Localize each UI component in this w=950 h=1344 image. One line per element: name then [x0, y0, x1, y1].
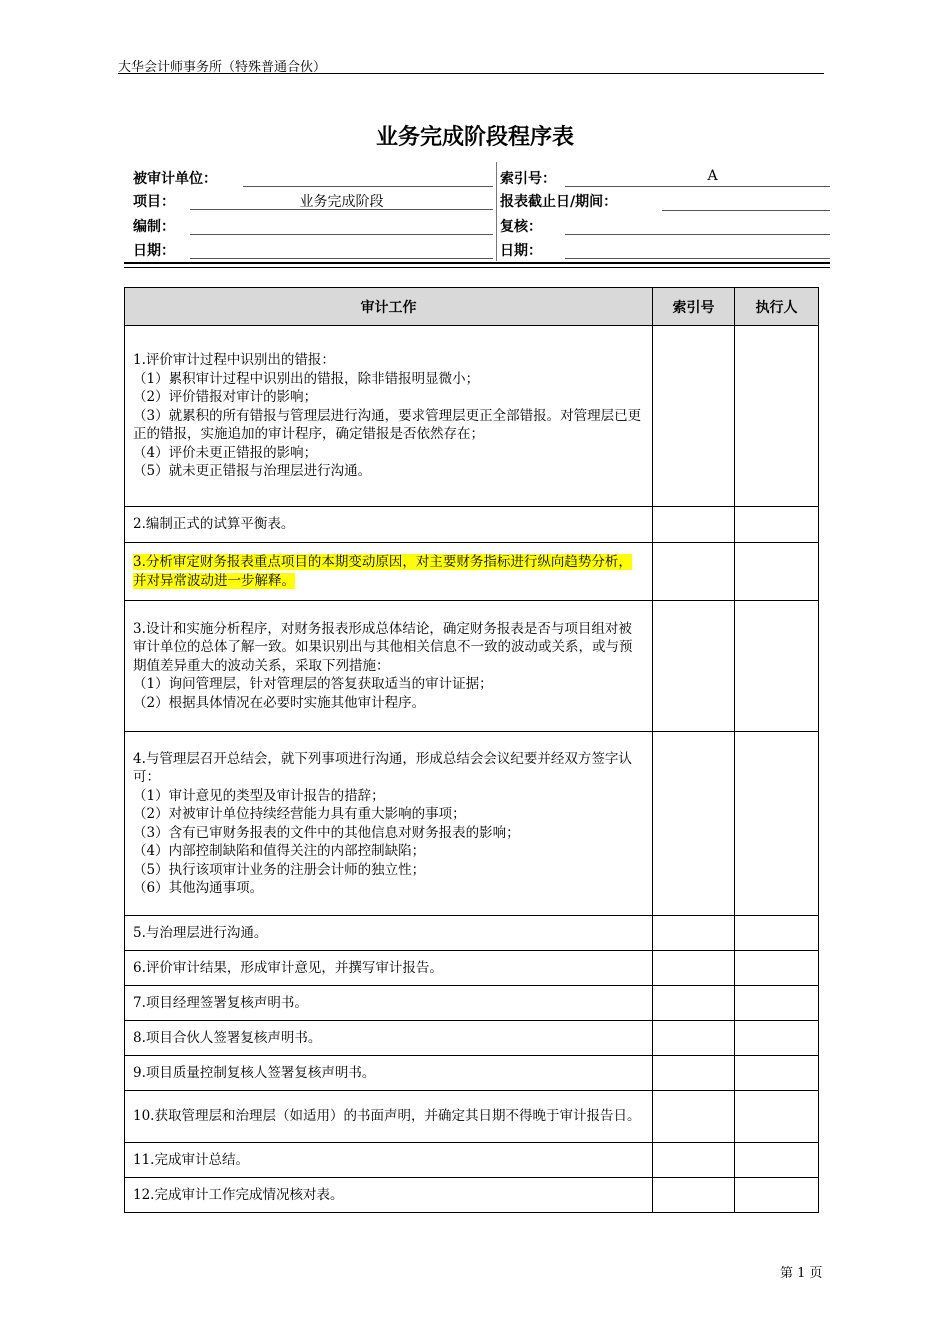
index-cell[interactable] [653, 732, 735, 916]
work-item-line: 3.设计和实施分析程序，对财务报表形成总体结论，确定财务报表是否与项目组对被审计单位的总体了解一致。如果识别出与其他相关信息不一致的波动或关系，或与预期值差异重大的波动关系，采取下列措施： [133, 620, 633, 674]
work-item-line: 12.完成审计工作完成情况核对表。 [133, 1186, 344, 1203]
work-item-cell [125, 1091, 653, 1143]
reviewed-label: 复核： [500, 219, 542, 235]
table-row [125, 326, 819, 507]
table-row [125, 916, 819, 951]
page-title: 业务完成阶段程序表 [375, 125, 574, 150]
work-item-cell [125, 1056, 653, 1091]
period-label: 报表截止日/期间： [500, 194, 618, 210]
firm-name: 大华会计师事务所（特殊普通合伙） [118, 60, 327, 75]
work-item-cell [125, 1021, 653, 1056]
executor-cell[interactable] [735, 916, 819, 951]
index-cell[interactable] [653, 1143, 735, 1178]
table-row [125, 1143, 819, 1178]
work-item-cell [125, 1143, 653, 1178]
period-field[interactable] [662, 210, 830, 211]
work-item-line: 5.与治理层进行沟通。 [133, 924, 268, 941]
table-row [125, 543, 819, 601]
work-item-line: 10.获取管理层和治理层（如适用）的书面声明，并确定其日期不得晚于审计报告日。 [133, 1108, 641, 1125]
index-cell[interactable] [653, 543, 735, 601]
executor-cell[interactable] [735, 1021, 819, 1056]
work-item-line: 2.编制正式的试算平衡表。 [133, 516, 295, 533]
work-item-line: 7.项目经理签署复核声明书。 [133, 994, 308, 1011]
work-item-line: （2）评价错报对审计的影响； [133, 389, 318, 406]
executor-cell[interactable] [735, 1091, 819, 1143]
work-item-line: （1）询问管理层，针对管理层的答复获取适当的审计证据； [133, 676, 493, 693]
work-item-line: （4）评价未更正错报的影响； [133, 444, 318, 461]
index-cell[interactable] [653, 1056, 735, 1091]
work-item-cell [125, 601, 653, 732]
work-item-line: 4.与管理层召开总结会，就下列事项进行沟通，形成总结会会议纪要并经双方签字认可： [133, 750, 632, 785]
project-label: 项目： [133, 194, 175, 210]
index-cell[interactable] [653, 326, 735, 507]
index-label: 索引号： [500, 171, 556, 187]
prepared-field[interactable] [190, 234, 493, 235]
work-item-line: （2）对被审计单位持续经营能力具有重大影响的事项； [133, 806, 466, 822]
executor-cell[interactable] [735, 1178, 819, 1213]
table-row [125, 601, 819, 732]
work-item-line: （4）内部控制缺陷和值得关注的内部控制缺陷； [133, 843, 426, 859]
index-cell[interactable] [653, 601, 735, 732]
work-item-cell [125, 1178, 653, 1213]
work-item-line: （3）含有已审财务报表的文件中的其他信息对财务报表的影响； [133, 824, 520, 841]
header-divider [118, 73, 824, 74]
work-item-line: （5）执行该项审计业务的注册会计师的独立性； [133, 861, 426, 878]
work-item-line: （1）审计意见的类型及审计报告的措辞； [133, 787, 385, 804]
table-row [125, 1021, 819, 1056]
work-item-line: 3.分析审定财务报表重点项目的本期变动原因，对主要财务指标进行纵向趋势分析，并对异常波动进一步解释。 [133, 554, 632, 589]
date-label-right: 日期： [500, 243, 542, 259]
executor-cell[interactable] [735, 951, 819, 986]
index-value: A [707, 168, 718, 184]
executor-cell[interactable] [735, 1143, 819, 1178]
table-row [125, 732, 819, 916]
executor-cell[interactable] [735, 543, 819, 601]
index-cell[interactable] [653, 1021, 735, 1056]
work-item-line: 11.完成审计总结。 [133, 1151, 249, 1168]
project-value: 业务完成阶段 [299, 194, 384, 210]
index-cell[interactable] [653, 1178, 735, 1213]
table-header-row [125, 288, 819, 326]
executor-cell[interactable] [735, 326, 819, 507]
table-row [125, 951, 819, 986]
work-item-line: （5）就未更正错报与治理层进行沟通。 [133, 463, 372, 480]
reviewed-field[interactable] [565, 234, 830, 235]
auditee-field[interactable] [243, 186, 493, 187]
executor-cell[interactable] [735, 507, 819, 543]
executor-cell[interactable] [735, 732, 819, 916]
work-item-line: 6.评价审计结果，形成审计意见，并撰写审计报告。 [133, 959, 443, 976]
work-item-line: （3）就累积的所有错报与管理层进行沟通，要求管理层更正全部错报。对管理层已更正的错报，实施追加的审计程序，确定错报是否依然存在； [133, 407, 642, 443]
work-item-line: （1）累积审计过程中识别出的错报，除非错报明显微小； [133, 370, 480, 387]
index-cell[interactable] [653, 951, 735, 986]
table-row [125, 1091, 819, 1143]
work-item-cell [125, 543, 653, 601]
work-item-line: 1.评价审计过程中识别出的错报： [133, 352, 335, 369]
date-label-left: 日期： [133, 243, 175, 259]
index-cell[interactable] [653, 507, 735, 543]
index-field[interactable] [565, 186, 830, 187]
date-field-right[interactable] [565, 258, 830, 259]
executor-cell[interactable] [735, 986, 819, 1021]
table-row [125, 986, 819, 1021]
table-row [125, 1056, 819, 1091]
col-header-executor: 执行人 [735, 288, 819, 326]
col-header-index: 索引号 [653, 288, 735, 326]
work-item-cell [125, 732, 653, 916]
procedure-table [124, 287, 819, 1213]
table-row [125, 1178, 819, 1213]
page-number: 第 1 页 [780, 1266, 823, 1281]
work-item-cell [125, 916, 653, 951]
executor-cell[interactable] [735, 1056, 819, 1091]
header-bottom-rule-thin [124, 267, 830, 268]
prepared-label: 编制： [133, 219, 175, 235]
work-item-line: 9.项目质量控制复核人签署复核声明书。 [133, 1064, 376, 1081]
work-item-line: 8.项目合伙人签署复核声明书。 [133, 1029, 322, 1046]
header-bottom-rule [124, 262, 830, 264]
work-item-cell [125, 326, 653, 507]
work-item-cell [125, 986, 653, 1021]
work-item-line: （2）根据具体情况在必要时实施其他审计程序。 [133, 694, 426, 711]
index-cell[interactable] [653, 1091, 735, 1143]
col-header-work: 审计工作 [125, 288, 653, 326]
work-item-cell [125, 951, 653, 986]
index-cell[interactable] [653, 986, 735, 1021]
work-item-cell [125, 507, 653, 543]
header-column-separator [496, 162, 497, 261]
index-cell[interactable] [653, 916, 735, 951]
auditee-label: 被审计单位： [133, 171, 217, 187]
work-item-line: （6）其他沟通事项。 [133, 880, 264, 896]
executor-cell[interactable] [735, 601, 819, 732]
date-field-left[interactable] [190, 258, 493, 259]
table-row [125, 507, 819, 543]
